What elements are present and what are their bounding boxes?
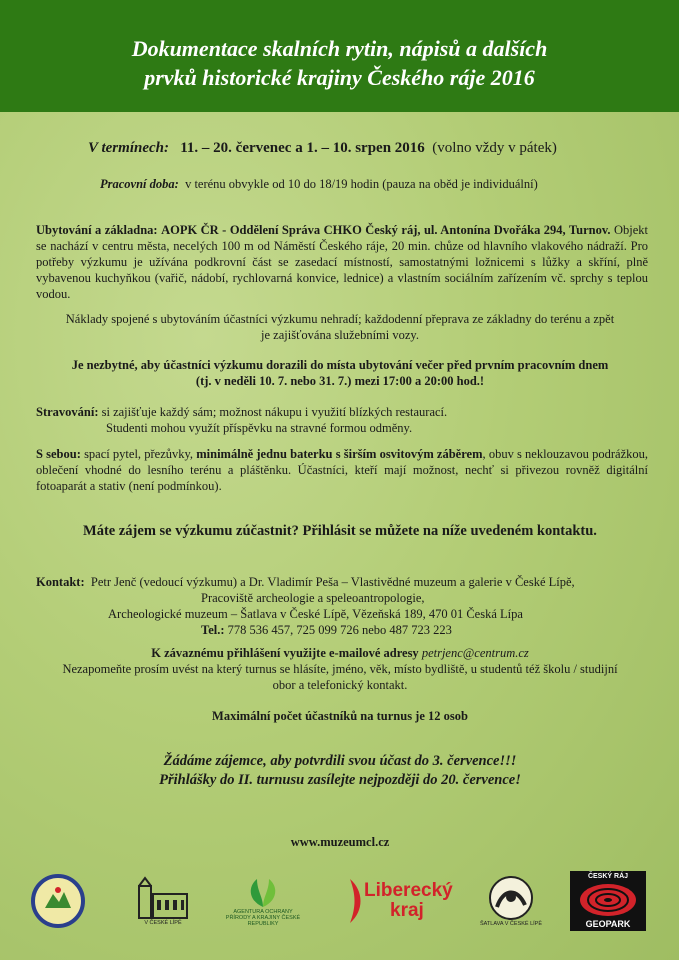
bring-text-a: spací pytel, přezůvky, (84, 447, 194, 461)
accommodation-block (36, 222, 648, 302)
liberec-region-logo (340, 866, 452, 936)
landscape-protection-logo (28, 866, 88, 936)
costs-line-1: Náklady spojené s ubytováním účastníci výzkumu nehradí; každodenní přeprava ze základny do terénu a zpět (65, 312, 615, 326)
title-line-1: Dokumentace skalních rytin, nápisů a dalších (131, 36, 548, 61)
arrival-line-2: (tj. v neděli 10. 7. nebo 31. 7.) mezi 17:00 a 20:00 hod.! (195, 374, 485, 388)
agency-logo (222, 866, 304, 936)
registration-email[interactable]: petrjenc@centrum.cz (421, 646, 529, 660)
museum-caption: V ČESKÉ LÍPĚ (144, 920, 182, 926)
meals-label: Stravování: (36, 405, 99, 419)
contact-line-1: Petr Jenč (vedoucí výzkumu) a Dr. Vladimír Peša – Vlastivědné muzeum a galerie v České Lípě, (90, 575, 575, 589)
arrival-block (30, 357, 650, 389)
terms-line (88, 139, 648, 158)
bring-block (36, 446, 648, 494)
logo-strip (0, 866, 679, 936)
registration-line-3: obor a telefonický kontakt. (272, 678, 408, 692)
registration-line-2: Nezapomeňte prosím uvést na který turnus se hlásíte, jméno, věk, místo bydliště, u studentů též školu / studijní (62, 662, 618, 676)
geopark-top-label: ČESKÝ RÁJ (587, 873, 629, 880)
meals-block (36, 404, 648, 436)
arrival-line-1: Je nezbytné, aby účastníci výzkumu dorazili do místa ubytování večer před prvním pracovním dnem (71, 358, 609, 372)
geopark-logo (568, 866, 648, 936)
costs-block (30, 311, 650, 343)
satlava-emblem-icon (487, 875, 535, 921)
header-banner (0, 0, 679, 112)
interest-line: Máte zájem se výzkumu zúčastnit? Přihlásit se můžete na níže uvedeném kontaktu. (83, 523, 597, 539)
liberec-line-2: kraj (390, 900, 424, 921)
contact-block (36, 574, 656, 638)
costs-line-2: je zajišťována služebními vozy. (261, 328, 419, 342)
meals-line-1: si zajišťuje každý sám; možnost nákupu i využití blízkých restaurací. (101, 405, 448, 419)
bring-text-bold: minimálně jednu baterku s širším osvitovým záběrem (196, 447, 483, 461)
leaf-icon (243, 875, 283, 909)
registration-bold: K závaznému přihlášení využijte e-mailové adresy (151, 646, 419, 660)
work-hours-label: Pracovní doba: (100, 177, 179, 191)
work-hours-text: v terénu obvykle od 10 do 18/19 hodin (pauza na oběd je individuální) (185, 177, 538, 191)
agency-caption: AGENTURA OCHRANY PŘÍRODY A KRAJINY ČESKÉ REPUBLIKY (225, 909, 301, 927)
liberec-line-1: Liberecký (364, 880, 453, 901)
satlava-museum-logo (478, 866, 544, 936)
contact-tel: 778 536 457, 725 099 726 nebo 487 723 223 (227, 623, 452, 637)
meals-line-2: Studenti mohou využít příspěvku na stravné formou odměny. (106, 421, 413, 435)
accommodation-label: Ubytování a základna: (36, 223, 158, 237)
contact-tel-label: Tel.: (201, 623, 225, 637)
contact-line-2: Pracoviště archeologie a speleoantropologie, (201, 591, 425, 605)
max-participants-line: Maximální počet účastníků na turnus je 12 osob (212, 709, 468, 723)
geopark-bottom-label: GEOPARK (585, 919, 631, 929)
building-icon (135, 876, 191, 920)
work-hours-line (100, 176, 660, 192)
satlava-caption: ŠATLAVA V ČESKÉ LÍPĚ (479, 921, 543, 927)
terms-label: V termínech: (88, 140, 169, 156)
contact-label: Kontakt: (36, 575, 85, 589)
page-title (20, 34, 659, 92)
geopark-swirl-icon (578, 882, 638, 918)
contact-line-3: Archeologické muzeum – Šatlava v České Lípě, Vězeňská 189, 470 01 Česká Lípa (108, 607, 523, 621)
accommodation-text: Objekt se nachází v centru města, necelých 100 m od Náměstí Českého ráje, 20 min. chůze od hlavního vlakového nádraží. Pro potřeby výzkumu je užívána podkrovní část se zasedací místností, samostatnými ložnicemi s lůžky a skříní, plně vybavenou kuchyňkou (vařič, nádobí, rychlovarná konvice, lednice) a vlastním sociálním zařízením vč. sprchy s teplou vodou. (36, 223, 649, 301)
registration-block (20, 645, 660, 693)
website-link[interactable]: www.muzeumcl.cz (290, 835, 390, 849)
title-line-2: prvků historické krajiny Českého ráje 2016 (144, 65, 535, 90)
request-line-2: Přihlášky do II. turnusu zasílejte nejpozději do 20. července! (159, 772, 521, 788)
bring-text-b: , obuv s neklouzavou podrážkou, oblečení vhodné do lesního terénu a pláštěnku. Účastníci, kteří mají možnost, nechť si přivezou rovněž digitální fotoaparát a stativ (není podmínkou). (36, 447, 648, 493)
request-block (20, 752, 660, 790)
terms-dates: 11. – 20. červenec a 1. – 10. srpen 2016 (180, 140, 425, 156)
terms-note: (volno vždy v pátek) (432, 140, 557, 156)
request-line-1: Žádáme zájemce, aby potvrdili svou účast do 3. července!!! (163, 753, 517, 769)
museum-logo (128, 866, 198, 936)
accommodation-address: AOPK ČR - Oddělení Správa CHKO Český ráj, ul. Antonína Dvořáka 294, Turnov. (161, 223, 611, 237)
circle-emblem-icon (31, 874, 85, 928)
bring-label: S sebou: (36, 447, 81, 461)
